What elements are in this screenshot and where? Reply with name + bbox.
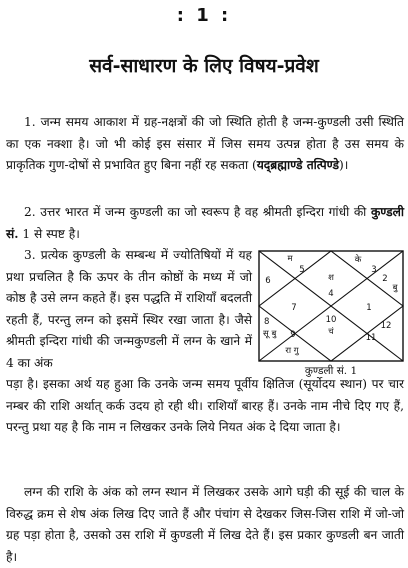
- paragraph-2: [6, 202, 404, 245]
- paragraph-2-number: 2.: [24, 205, 36, 219]
- house-8-planet: रा गु: [285, 346, 299, 356]
- house-5-sign: 12: [380, 321, 392, 331]
- house-4-sign: 1: [366, 303, 372, 313]
- kundali-chart: [258, 250, 404, 362]
- house-2-sign: 3: [371, 265, 377, 275]
- house-10-sign: 7: [291, 303, 297, 313]
- chapter-number: : 1 :: [176, 5, 232, 26]
- paragraph-1-number: 1.: [24, 115, 36, 129]
- house-7-sign: 10: [325, 315, 337, 325]
- paragraph-3-wrapped: 3. प्रत्येक कुण्डली के सम्बन्ध में ज्योतिषियों में यह प्रथा प्रचलित है कि ऊपर के तीन कोष्ठों के मध्य में जो कोष्ठ है उसे लग्न कहते हैं। इस पद्धति में राशियाँ बदलती रहती हैं, परन्तु लग्न को इसमें स्थिर रखा जाता है। जैसे श्रीमती इन्दिरा गांधी की जन्मकुण्डली में लग्न के खाने में 4 का अंक: [6, 248, 252, 370]
- paragraph-1: [6, 112, 404, 177]
- paragraph-2-bold: कुण्डली सं.: [6, 205, 405, 241]
- house-3-planet: बु: [392, 283, 398, 293]
- paragraph-2-text-b: 1 से स्पष्ट है।: [22, 226, 80, 241]
- paragraph-4: लग्न की राशि के अंक को लग्न स्थान में लिखकर उसके आगे घड़ी की सूई की चाल के विरुद्ध क्रम से शेष अंक लिख दिए जाते हैं और पंचांग से देखकर जिस-जिस राशि में जो-जो ग्रह पड़ा होता है, उसको उस राशि में कुण्डली में लिख देते हैं। इस प्रकार कुण्डली बन जाती है।: [6, 485, 404, 564]
- house-9-sign: 8: [264, 317, 270, 327]
- house-8-sign: 9: [290, 330, 296, 340]
- paragraph-1-text: जन्म समय आकाश में ग्रह-नक्षत्रों की जो स्थिति होती है जन्म-कुण्डली उसी स्थिति का एक नक्शा है। जो भी कोई इस संसार में जिस समय उत्पन्न होता है उस समय के प्राकृतिक गुण-दोषों से प्रभावित हुए बिना नहीं रह सकता (: [6, 115, 405, 172]
- house-12-planet: म: [287, 254, 293, 264]
- house-3-sign: 2: [382, 274, 388, 284]
- paragraph-1-end: )।: [338, 158, 349, 172]
- paragraph-2-text-a: उत्तर भारत में जन्म कुण्डली का जो स्वरूप है वह श्रीमती इन्दिरा गांधी की: [40, 205, 367, 219]
- house-9-planet: सू बु: [263, 329, 277, 339]
- house-6-sign: 11: [365, 333, 377, 343]
- house-1-planet: श: [328, 273, 334, 283]
- page-title: सर्व-साधारण के लिए विषय-प्रवेश: [89, 55, 319, 77]
- house-11-sign: 6: [265, 276, 271, 286]
- house-2-planet: के: [354, 255, 362, 265]
- house-1-sign: 4: [328, 289, 334, 299]
- house-7-planet: चं: [328, 327, 334, 337]
- paragraph-3-continued: पड़ा है। इसका अर्थ यह हुआ कि उनके जन्म समय पूर्वीय क्षितिज (सूर्योदय स्थान) पर चार नम्बर की राशि अर्थात् कर्क उदय हो रही थी। राशियाँ बारह हैं। उनके नाम नीचे दिए गए हैं, परन्तु प्रथा यह है कि नाम न लिखकर उनके लिये नियत अंक दे दिया जाता है।: [6, 377, 404, 434]
- house-12-sign: 5: [299, 265, 305, 275]
- kundali-caption: कुण्डली सं. 1: [304, 365, 358, 377]
- kundali-diagram: [258, 250, 404, 362]
- paragraph-1-quote: यद्ब्रह्माण्डे तत्पिण्डे: [256, 158, 339, 172]
